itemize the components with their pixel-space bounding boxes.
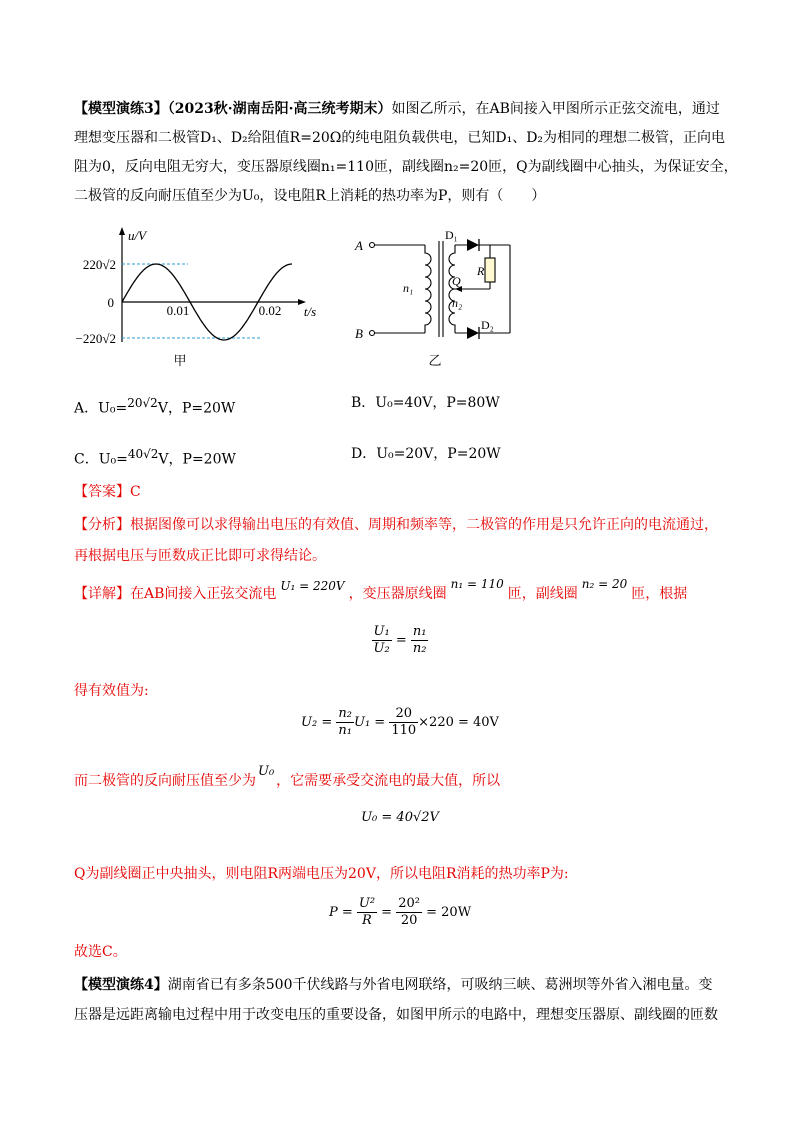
ratio-num-right: n₁ [412, 624, 427, 639]
answer-value: C [130, 484, 141, 500]
detail-text3: 匝，副线圈 [507, 586, 578, 602]
problem3-line2: 理想变压器和二极管D₁、D₂给阻值R=20Ω的纯电阻负载供电，已知D₁、D₂为相同的理想二极管，正向电 [74, 130, 726, 146]
label-d2: D₂ [481, 318, 494, 332]
option-a-prefix: A．U₀= [74, 400, 128, 417]
u2-frac1-num: n₂ [338, 706, 352, 721]
withstand-symbol: U₀ [258, 764, 275, 779]
y-axis-label: u/V [128, 228, 147, 243]
problem4-tag: 【模型演练4】 [74, 977, 168, 993]
terminal-a [370, 243, 375, 248]
detail-line1 [74, 577, 688, 604]
sine-graph [70, 222, 320, 372]
y-axis-arrow [119, 227, 125, 235]
detail-text2: ，变压器原线圈 [348, 586, 447, 602]
origin-label: 0 [107, 295, 114, 310]
problem4-line2: 压器是远距离输电过程中用于改变电压的重要设备，如图甲所示的电路中，理想变压器原、副线圈的匝数 [74, 1007, 718, 1023]
label-q: Q [452, 274, 461, 288]
u2-frac2-den: 110 [391, 723, 417, 738]
problem4-line1 [74, 975, 712, 995]
eq-u1: U₁ = 220V [280, 579, 345, 593]
p-frac1-num: U² [358, 896, 376, 911]
problem3-line1 [74, 99, 720, 119]
choose-line: 故选C。 [74, 944, 127, 960]
analysis-line2: 再根据电压与匝数成正比即可求得结论。 [74, 548, 326, 564]
option-b[interactable]: B．U₀=40V，P=80W [351, 395, 500, 411]
q-line: Q为副线圈正中央抽头，则电阻R两端电压为20V，所以电阻R消耗的热功率P为: [74, 866, 569, 882]
detail-tag: 【详解】 [74, 586, 130, 602]
ratio-den-left: U₂ [373, 641, 390, 656]
p-rhs: = 20W [426, 905, 472, 920]
label-b: B [355, 326, 363, 341]
diode-d1 [467, 239, 479, 251]
u2-frac1-den: n₁ [338, 723, 352, 738]
u0-equation: U₀ = 40√2V [361, 810, 439, 825]
ratio-num-left: U₁ [373, 624, 390, 639]
option-d[interactable]: D．U₀=20V，P=20W [351, 446, 501, 462]
answer-line [74, 482, 141, 502]
option-a-value: 20√2 [127, 396, 158, 410]
p-frac2-den: 20 [400, 913, 418, 928]
u2-rhs: ×220 = 40V [418, 715, 499, 730]
y-max-label: 220√2 [82, 257, 116, 272]
y-min-label: −220√2 [75, 331, 116, 346]
detail-text4: 匝，根据 [631, 586, 688, 602]
diode-d2 [467, 327, 479, 339]
primary-coil [425, 245, 431, 333]
option-c-prefix: C．U₀= [74, 451, 128, 468]
label-d1: D₁ [445, 228, 458, 242]
ratio-den-right: n₂ [412, 641, 427, 656]
option-a[interactable] [74, 393, 235, 419]
detail-text1: 在AB间接入正弦交流电 [130, 586, 277, 602]
problem4-text1: 湖南省已有多条500千伏线路与外省电网联络，可吸纳三峡、葛洲坝等外省入湘电量。变 [167, 977, 713, 993]
u2-frac2-num: 20 [389, 706, 418, 723]
problem3-source: （2023秋·湖南岳阳·高三统考期末） [167, 101, 392, 117]
problem3-line4: 二极管的反向耐压值至少为U₀，设电阻R上消耗的热功率为P，则有（ ） [74, 188, 546, 204]
label-r: R [477, 264, 485, 278]
t2-tick-label: 0.02 [258, 303, 282, 318]
u2-mid: U₁ = [353, 715, 386, 730]
label-a: A [355, 238, 363, 253]
eq-n1: n₁ = 110 [450, 577, 504, 591]
analysis-text1: 根据图像可以求得输出电压的有效值、周期和频率等，二极管的作用是只允许正向的电流通过， [130, 517, 718, 533]
p-lhs: P = [328, 905, 353, 920]
answer-tag: 【答案】 [74, 484, 130, 500]
circuit-caption: 乙 [428, 353, 442, 368]
option-c-value: 40√2 [127, 447, 159, 461]
circuit-diagram [345, 225, 535, 375]
p-frac2-num: 20² [398, 896, 420, 911]
withstand-text-a: 而二极管的反向耐压值至少为 [74, 773, 256, 789]
withstand-line [74, 764, 501, 792]
x-axis-label: t/s [303, 304, 317, 319]
graph-caption: 甲 [173, 353, 187, 368]
analysis-line1 [74, 515, 718, 535]
problem3-text: 如图乙所示，在AB间接入甲图所示正弦交流电，通过 [391, 101, 720, 117]
terminal-b [370, 331, 375, 336]
ratio-equation: $\frac{\text{U₁}}{\text{U₂}}$ = $\frac{\text{n₁}}{\text{n₂}}$ [373, 624, 427, 656]
p-frac1-den: R [362, 913, 372, 928]
option-c[interactable] [74, 444, 236, 470]
option-c-suffix: V，P=20W [158, 451, 236, 468]
withstand-text-b: ，它需要承受交流电的最大值，所以 [276, 773, 501, 789]
secondary-coil [449, 245, 455, 333]
option-a-suffix: V，P=20W [157, 400, 236, 417]
eff-label: 得有效值为: [74, 683, 149, 699]
resistor [485, 258, 495, 282]
label-n1: n₁ [403, 281, 414, 295]
p-equals: = [381, 905, 393, 920]
u2-equation [0, 706, 800, 739]
u2-lhs: U₂ = [301, 715, 333, 730]
analysis-tag: 【分析】 [74, 517, 130, 533]
eq-n2: n₂ = 20 [581, 577, 628, 591]
label-n2: n₂ [452, 296, 463, 310]
p-equation [0, 896, 800, 929]
problem3-line3: 阻为0，反向电阻无穷大，变压器原线圈n₁=110匝，副线圈n₂=20匝，Q为副线圈中心抽头，为保证安全， [74, 159, 738, 175]
t1-tick-label: 0.01 [166, 303, 190, 318]
problem3-tag: 【模型演练3】 [74, 101, 168, 117]
